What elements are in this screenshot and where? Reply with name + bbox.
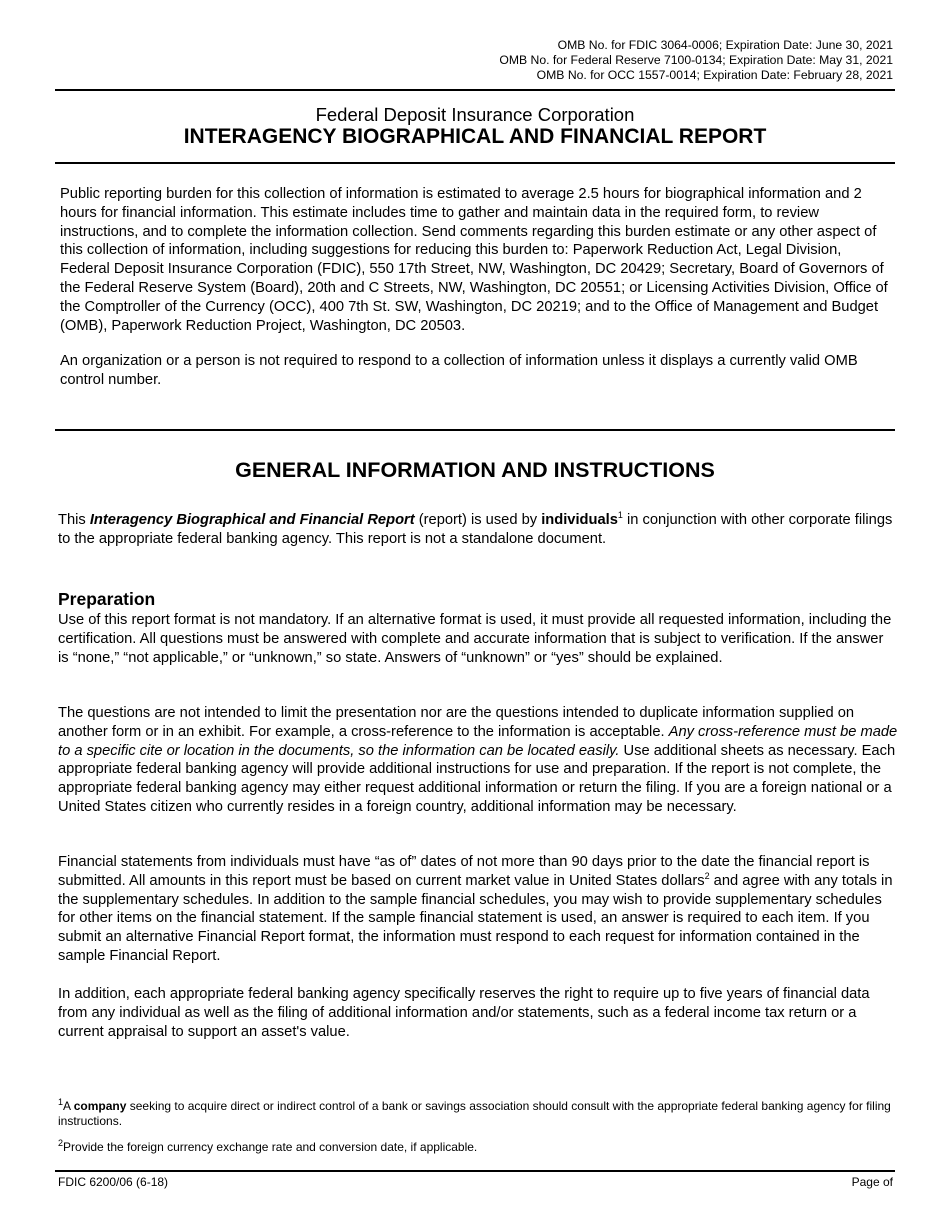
omb-control-notice: An organization or a person is not required to respond to a collection of information unless it displays a currently valid OMB control number. — [60, 353, 858, 388]
preparation-heading: Preparation — [58, 589, 156, 609]
omb-line-fdic: OMB No. for FDIC 3064-0006; Expiration Date: June 30, 2021 — [557, 38, 893, 52]
header-bottom-rule — [55, 162, 895, 164]
preparation-paragraph-2: The questions are not intended to limit the presentation nor are the questions intended to duplicate information supplied on another form or in an exhibit. For example, a cross-reference to the information is acceptable. Any cross-reference must be made to a specific cite or location in the documents, so the information can be located easily. Use additional sheets as necessary. Each appropriate federal banking agency will provide additional instructions for use and preparation. If the report is not complete, the appropriate federal banking agency may either request additional information or return the filing. If you are a foreign national or a United States citizen who currently resides in a foreign country, additional information may be necessary. — [58, 705, 898, 815]
omb-line-occ: OMB No. for OCC 1557-0014; Expiration Date: February 28, 2021 — [536, 68, 893, 82]
form-identifier: FDIC 6200/06 (6-18) — [58, 1175, 169, 1189]
footer-rule — [55, 1170, 895, 1172]
footnote-2: $^2$Provide the foreign currency exchange rate and conversion date, if applicable. — [58, 1138, 478, 1154]
preparation-paragraph-4: In addition, each appropriate federal banking agency specifically reserves the right to require up to five years of financial data from any individual as well as the filing of additional information and/or statements, such as a federal income tax return or a current appraisal to support an asset's value. — [58, 986, 870, 1040]
omb-numbers — [499, 38, 893, 83]
individuals-emphasis: individuals — [541, 512, 618, 528]
burden-statement: Public reporting burden for this collection of information is estimated to average 2.5 hours for biographical information and 2 hours for financial information. This estimate includes time to gather and maintain data in the required form, to review instructions, and to complete the information collection. Send comments regarding this burden estimate or any other aspect of this collection of information, including suggestions for reducing this burden to: Paperwork Reduction Act, Legal Division, Federal Deposit Insurance Corporation (FDIC), 550 17th Street, NW, Washington, DC 20429; Secretary, Board of Governors of the Federal Reserve System (Board), 20th and C Streets, NW, Washington, DC 20551; or Licensing Activities Division, Office of the Comptroller of the Currency (OCC), 400 7th St. SW, Washington, DC 20219; and to the Office of Management and Budget (OMB), Paperwork Reduction Project, Washington, DC 20503. — [60, 186, 888, 334]
page-number: Page of — [851, 1175, 893, 1189]
cross-reference-note: Any cross-reference must be made to a specific cite or location in the documents, so the information can be located easily. — [58, 723, 898, 759]
preparation-paragraph-1: Use of this report format is not mandatory. If an alternative format is used, it must provide all requested information, including the certification. All questions must be answered with complete and accurate information that is subject to verification. If the answer is “none,” “not applicable,” or “unknown,” so state. Answers of “unknown” or “yes” should be explained. — [58, 612, 892, 666]
footnote-ref-2: 2 — [704, 870, 710, 881]
intro-paragraph: This Interagency Biographical and Financial Report (report) is used by individuals$^1$ in conjunction with other corporate filings to the appropriate federal banking agency. This report is not a standalone document. — [58, 510, 893, 547]
footnote-ref-1: 1 — [617, 510, 623, 521]
agency-name: Federal Deposit Insurance Corporation — [315, 104, 635, 125]
report-title: INTERAGENCY BIOGRAPHICAL AND FINANCIAL REPORT — [183, 125, 767, 148]
omb-line-federal-reserve: OMB No. for Federal Reserve 7100-0134; Expiration Date: May 31, 2021 — [499, 53, 893, 67]
header-top-rule — [55, 89, 895, 91]
report-name-emphasis: Interagency Biographical and Financial Report — [89, 512, 415, 528]
footnote-1: $^1$A company seeking to acquire direct or indirect control of a bank or savings association should consult with the appropriate federal banking agency for filing instructions. — [58, 1097, 891, 1128]
section-title: GENERAL INFORMATION AND INSTRUCTIONS — [235, 458, 715, 482]
section-divider-rule — [55, 429, 895, 431]
preparation-paragraph-3: Financial statements from individuals must have “as of” dates of not more than 90 days prior to the date the financial report is submitted. All amounts in this report must be based on current market value in United States dollars$^2$ and agree with any totals in the supplementary schedules. In addition to the sample financial schedules, you may wish to provide supplementary schedules for other items on the financial statement. If the sample financial statement is used, an answer is required to each item. If you submit an alternative Financial Report format, the information must respond to each request for information contained in the sample Financial Report. — [58, 854, 893, 964]
